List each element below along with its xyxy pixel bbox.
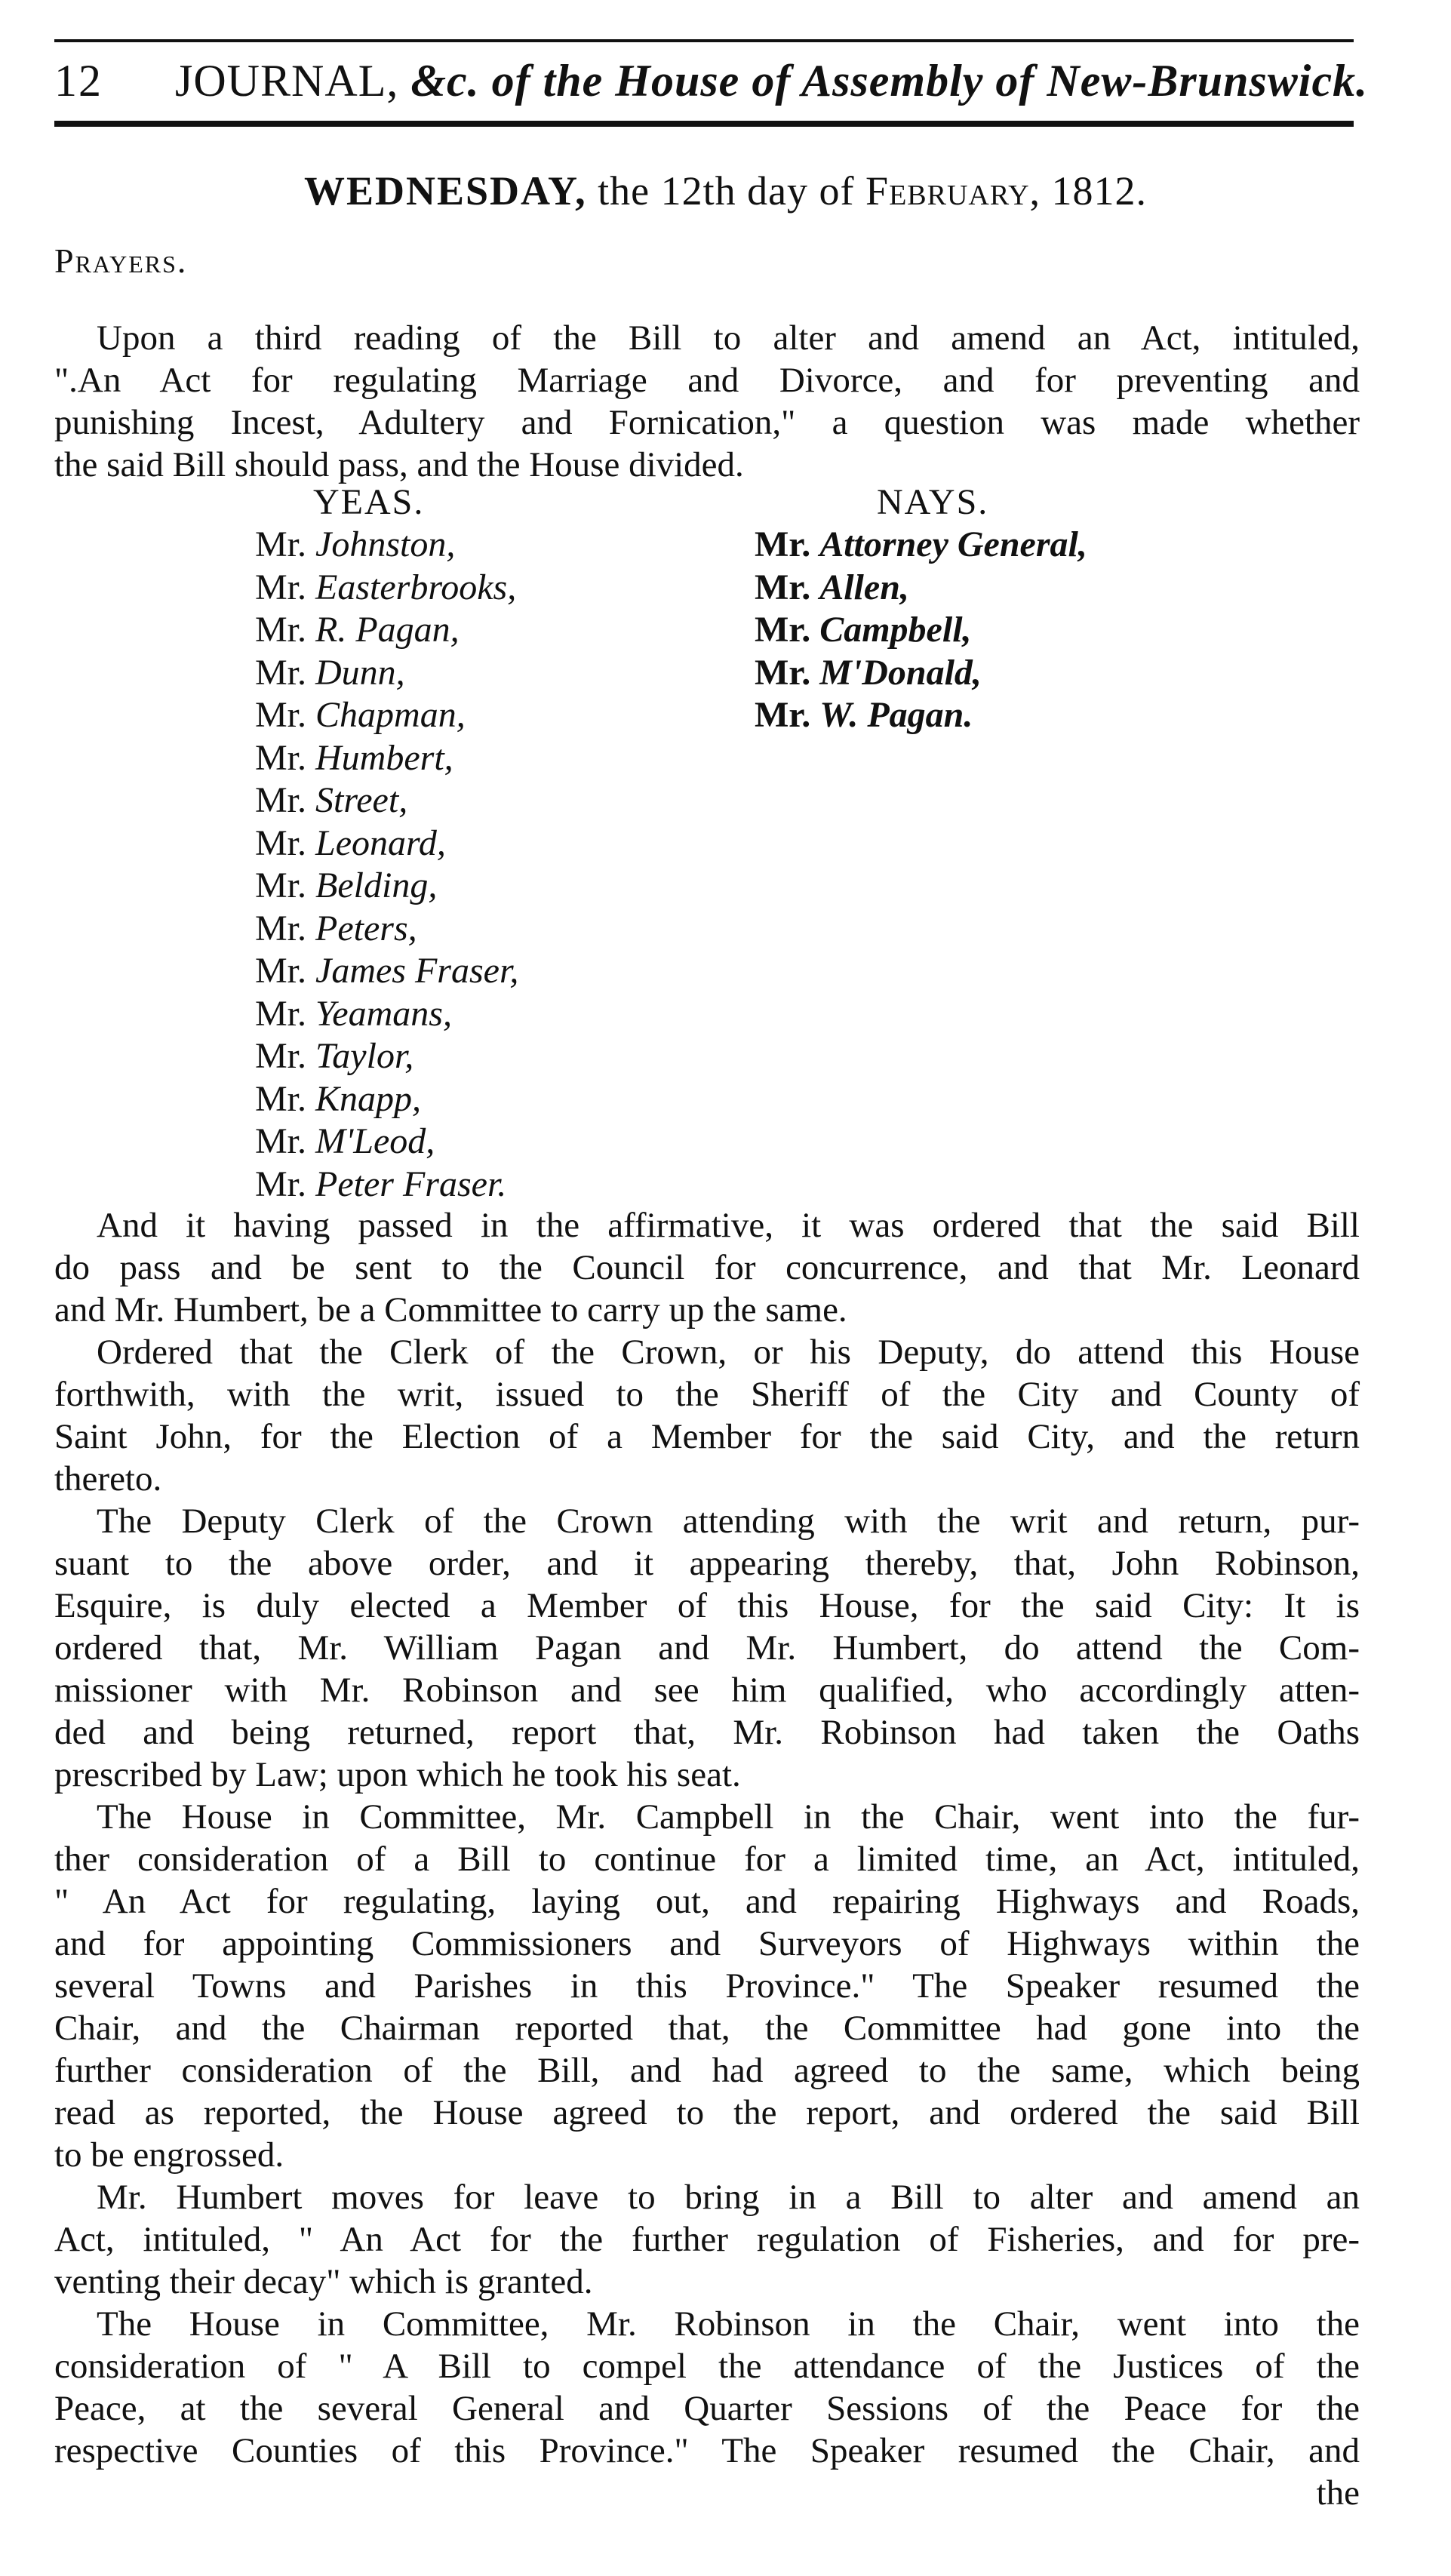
body-line: several Towns and Parishes in this Province." The Speaker resumed the	[54, 1966, 1360, 2006]
member-title: Mr.	[255, 610, 307, 650]
body-line: Peace, at the several General and Quarter Sessions of the Peace for the	[54, 2389, 1360, 2428]
member-name: Peter Fraser.	[315, 1164, 507, 1204]
member-title: Mr.	[255, 908, 307, 948]
body-line: venting their decay" which is granted.	[54, 2262, 593, 2301]
body-line: forthwith, with the writ, issued to the Sheriff of the City and County of	[54, 1375, 1360, 1414]
body-line: suant to the above order, and it appearing thereby, that, John Robinson,	[54, 1544, 1360, 1583]
nay-member	[755, 567, 1087, 610]
yea-member	[255, 950, 518, 993]
body-line: consideration of " A Bill to compel the attendance of the Justices of the	[54, 2347, 1360, 2386]
member-name: Street,	[315, 780, 408, 820]
member-title: Mr.	[255, 737, 307, 778]
body-line: thereto.	[54, 1459, 162, 1499]
body-line: The House in Committee, Mr. Robinson in the Chair, went into the	[97, 2304, 1360, 2344]
member-name: Humbert,	[315, 737, 453, 778]
yeas-list	[255, 524, 518, 1206]
body-line: " An Act for regulating, laying out, and repairing Highways and Roads,	[54, 1882, 1360, 1921]
member-title: Mr.	[255, 1078, 307, 1119]
running-head-title	[175, 47, 1368, 115]
member-title: Mr.	[755, 652, 811, 693]
page-number: 12	[54, 56, 103, 106]
member-title: Mr.	[255, 1036, 307, 1076]
nay-member	[755, 524, 1087, 567]
yea-member	[255, 993, 518, 1036]
member-title: Mr.	[255, 524, 307, 564]
paragraph-line: the said Bill should pass, and the House divided.	[54, 445, 744, 484]
member-title: Mr.	[255, 695, 307, 735]
yeas-heading: YEAS.	[313, 482, 425, 522]
member-title: Mr.	[255, 865, 307, 905]
member-name: M'Donald,	[819, 652, 982, 693]
body-line: and for appointing Commissioners and Surveyors of Highways within the	[54, 1924, 1360, 1963]
member-name: Allen,	[819, 567, 909, 607]
body-line: The House in Committee, Mr. Campbell in the Chair, went into the fur-	[97, 1797, 1360, 1837]
running-head	[54, 47, 1369, 115]
body-line: Act, intituled, " An Act for the further regulation of Fisheries, and for pre-	[54, 2220, 1360, 2259]
date-month: February,	[865, 168, 1041, 214]
yea-member	[255, 865, 518, 908]
date-middle: the 12th day of	[586, 168, 866, 214]
member-name: Yeamans,	[315, 993, 452, 1034]
member-name: Campbell,	[819, 610, 972, 650]
member-title: Mr.	[255, 567, 307, 607]
body-line: to be engrossed.	[54, 2135, 284, 2175]
body-line: Chair, and the Chairman reported that, the Committee had gone into the	[54, 2009, 1360, 2048]
yea-member	[255, 694, 518, 737]
yea-member	[255, 609, 518, 652]
body-line: ded and being returned, report that, Mr. Robinson had taken the Oaths	[54, 1713, 1360, 1752]
date-year: 1812.	[1041, 168, 1148, 214]
nay-member	[755, 694, 1087, 737]
yea-member	[255, 779, 518, 822]
body-line: Ordered that the Clerk of the Crown, or his Deputy, do attend this House	[97, 1333, 1360, 1372]
nays-list	[755, 524, 1087, 737]
yea-member	[255, 908, 518, 951]
body-line: Saint John, for the Election of a Member for the said City, and the return	[54, 1417, 1360, 1456]
yea-member	[255, 1164, 518, 1207]
member-title: Mr.	[255, 1164, 307, 1204]
date-weekday: WEDNESDAY,	[303, 168, 587, 214]
body-line: missioner with Mr. Robinson and see him qualified, who accordingly atten-	[54, 1671, 1360, 1710]
member-title: Mr.	[755, 610, 811, 650]
member-title: Mr.	[755, 567, 811, 607]
body-line: ordered that, Mr. William Pagan and Mr. Humbert, do attend the Com-	[54, 1628, 1360, 1668]
body-line: And it having passed in the affirmative, it was ordered that the said Bill	[97, 1206, 1360, 1245]
member-title: Mr.	[255, 652, 307, 693]
header-top-rule	[54, 39, 1354, 42]
member-name: R. Pagan,	[315, 610, 460, 650]
member-name: Peters,	[315, 908, 417, 948]
date-heading	[0, 164, 1451, 217]
member-name: Leonard,	[315, 822, 446, 863]
catchword-block	[54, 2472, 1360, 2514]
yea-member	[255, 1078, 518, 1121]
member-name: M'Leod,	[315, 1121, 435, 1161]
yea-member	[255, 652, 518, 695]
yea-member	[255, 524, 518, 567]
member-title: Mr.	[255, 1121, 307, 1161]
member-title: Mr.	[255, 951, 307, 991]
running-head-title-prefix: JOURNAL,	[175, 56, 411, 106]
yea-member	[255, 1120, 518, 1164]
yea-member	[255, 1035, 518, 1078]
member-name: Taylor,	[315, 1036, 414, 1076]
paragraph-line: punishing Incest, Adultery and Fornication," a question was made whether	[54, 403, 1360, 442]
proceedings-body	[54, 1204, 1360, 2472]
yea-member	[255, 567, 518, 610]
member-name: Johnston,	[315, 524, 456, 564]
header-bottom-rule	[54, 121, 1354, 127]
member-name: Chapman,	[315, 695, 466, 735]
yea-member	[255, 737, 518, 780]
member-title: Mr.	[255, 822, 307, 863]
nays-heading: NAYS.	[877, 482, 989, 522]
body-line: Esquire, is duly elected a Member of this House, for the said City: It is	[54, 1586, 1360, 1625]
member-name: Attorney General,	[819, 524, 1087, 564]
member-title: Mr.	[255, 993, 307, 1034]
member-title: Mr.	[255, 780, 307, 820]
member-name: Easterbrooks,	[315, 567, 517, 607]
body-line: ther consideration of a Bill to continue for a limited time, an Act, intituled,	[54, 1840, 1360, 1879]
running-head-title-rest: &c. of the House of Assembly of New-Brunswick.	[410, 56, 1369, 106]
nay-member	[755, 609, 1087, 652]
body-line: The Deputy Clerk of the Crown attending with the writ and return, pur-	[97, 1502, 1360, 1541]
member-name: Belding,	[315, 865, 438, 905]
member-title: Mr.	[755, 695, 811, 735]
nay-member	[755, 652, 1087, 695]
catchword: the	[1316, 2473, 1360, 2513]
member-title: Mr.	[755, 524, 811, 564]
body-line: respective Counties of this Province." The Speaker resumed the Chair, and	[54, 2431, 1360, 2470]
paragraph-third-reading	[54, 317, 1360, 486]
body-line: do pass and be sent to the Council for concurrence, and that Mr. Leonard	[54, 1248, 1360, 1287]
body-line: prescribed by Law; upon which he took his seat.	[54, 1755, 741, 1794]
paragraph-line: ".An Act for regulating Marriage and Divorce, and for preventing and	[54, 361, 1360, 400]
paragraph-line: Upon a third reading of the Bill to alter and amend an Act, intituled,	[97, 318, 1360, 358]
member-name: James Fraser,	[315, 951, 519, 991]
body-line: read as reported, the House agreed to the report, and ordered the said Bill	[54, 2093, 1360, 2132]
prayers-heading: Prayers.	[54, 241, 188, 280]
member-name: W. Pagan.	[819, 695, 973, 735]
body-line: further consideration of the Bill, and had agreed to the same, which being	[54, 2051, 1360, 2090]
body-line: Mr. Humbert moves for leave to bring in a Bill to alter and amend an	[97, 2178, 1360, 2217]
member-name: Knapp,	[315, 1078, 422, 1119]
member-name: Dunn,	[315, 652, 405, 693]
body-line: and Mr. Humbert, be a Committee to carry up the same.	[54, 1290, 847, 1329]
yea-member	[255, 822, 518, 865]
